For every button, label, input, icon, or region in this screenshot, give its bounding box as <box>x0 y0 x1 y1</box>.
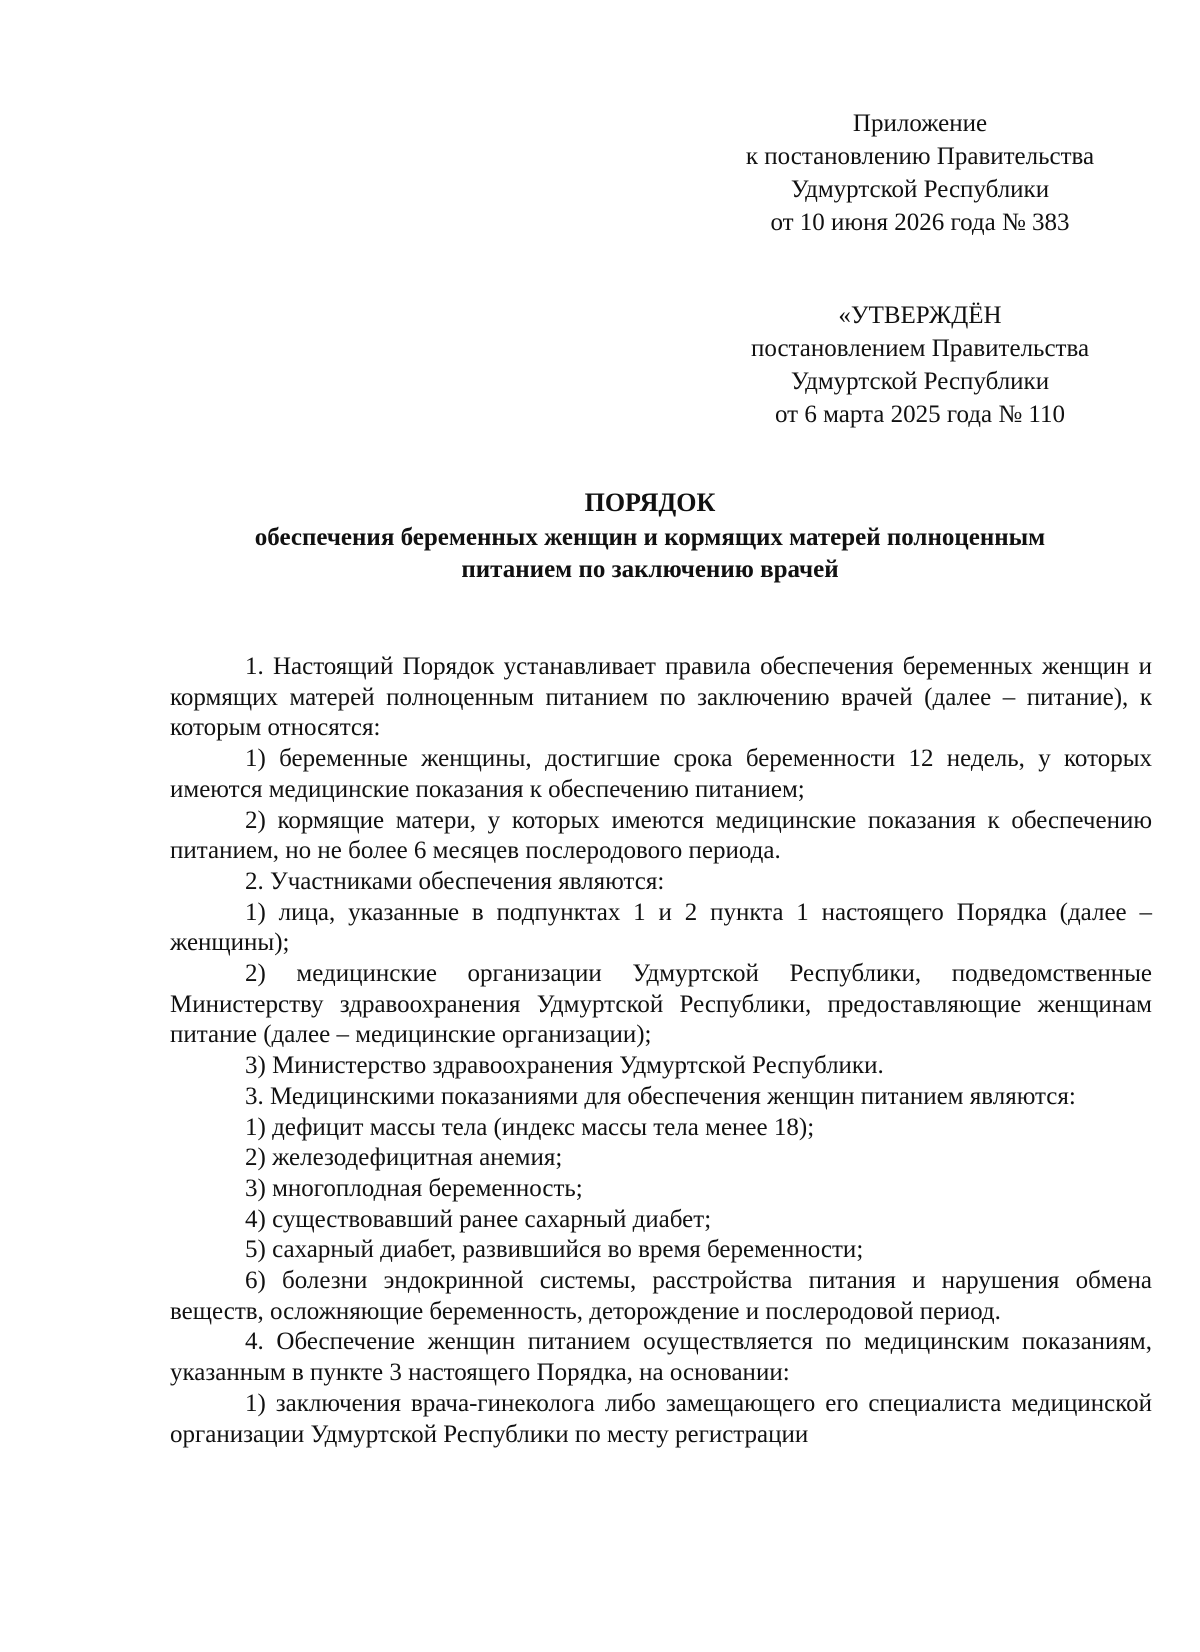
annex-header <box>700 107 1140 239</box>
title-subtitle-line: обеспечения беременных женщин и кормящих матерей полноценным <box>254 524 1046 551</box>
paragraph: 1) беременные женщины, достигшие срока беременности 12 недель, у которых имеются медицинские показания к обеспечению питанием; <box>170 745 1152 803</box>
approval-line: от 6 марта 2025 года № 110 <box>775 401 1065 428</box>
paragraph: 1) лица, указанные в подпунктах 1 и 2 пункта 1 настоящего Порядка (далее – женщины); <box>170 898 1152 957</box>
annex-line: Приложение <box>852 110 988 137</box>
paragraph: 4. Обеспечение женщин питанием осуществляется по медицинским показаниям, указанным в пункте 3 настоящего Порядка, на основании: <box>170 1328 1152 1387</box>
annex-line: Удмуртской Республики <box>790 176 1050 203</box>
paragraph: 2) железодефицитная анемия; <box>245 1144 563 1172</box>
paragraph: 4) существовавший ранее сахарный диабет; <box>245 1205 712 1233</box>
paragraph: 2) кормящие матери, у которых имеются медицинские показания к обеспечению питанием, но не более 6 месяцев послеродового периода. <box>170 806 1152 865</box>
paragraph: 6) болезни эндокринной системы, расстройства питания и нарушения обмена веществ, осложняющие беременность, деторождение и послеродовой период. <box>170 1267 1152 1325</box>
paragraph: 3) Министерство здравоохранения Удмуртской Республики. <box>245 1052 884 1080</box>
paragraph: 3. Медицинскими показаниями для обеспечения женщин питанием являются: <box>245 1082 1076 1110</box>
approval-header <box>700 299 1140 431</box>
annex-line: от 10 июня 2026 года № 383 <box>770 209 1070 236</box>
title-main: ПОРЯДОК <box>584 488 716 517</box>
document-body <box>170 652 1152 1450</box>
paragraph: 1) дефицит массы тела (индекс массы тела менее 18); <box>245 1113 815 1141</box>
paragraph: 2. Участниками обеспечения являются: <box>245 867 665 895</box>
approval-line: Удмуртской Республики <box>790 368 1050 395</box>
paragraph: 1. Настоящий Порядок устанавливает правила обеспечения беременных женщин и кормящих матерей полноценным питанием по заключению врачей (далее – питание), к которым относятся: <box>170 653 1152 742</box>
paragraph: 1) заключения врача-гинеколога либо замещающего его специалиста медицинской организации Удмуртской Республики по месту регистрации <box>170 1389 1152 1448</box>
title-subtitle-line: питанием по заключению врачей <box>461 556 839 583</box>
approval-line: «УТВЕРЖДЁН <box>838 302 1002 329</box>
approval-line: постановлением Правительства <box>750 335 1090 362</box>
paragraph: 3) многоплодная беременность; <box>245 1174 583 1202</box>
paragraph: 2) медицинские организации Удмуртской Республики, подведомственные Министерству здравоохранения Удмуртской Республики, предоставляющие женщинам питание (далее – медицинские организации); <box>170 960 1152 1049</box>
document-title <box>150 487 1150 586</box>
annex-line: к постановлению Правительства <box>745 143 1095 170</box>
paragraph: 5) сахарный диабет, развившийся во время беременности; <box>245 1236 864 1264</box>
